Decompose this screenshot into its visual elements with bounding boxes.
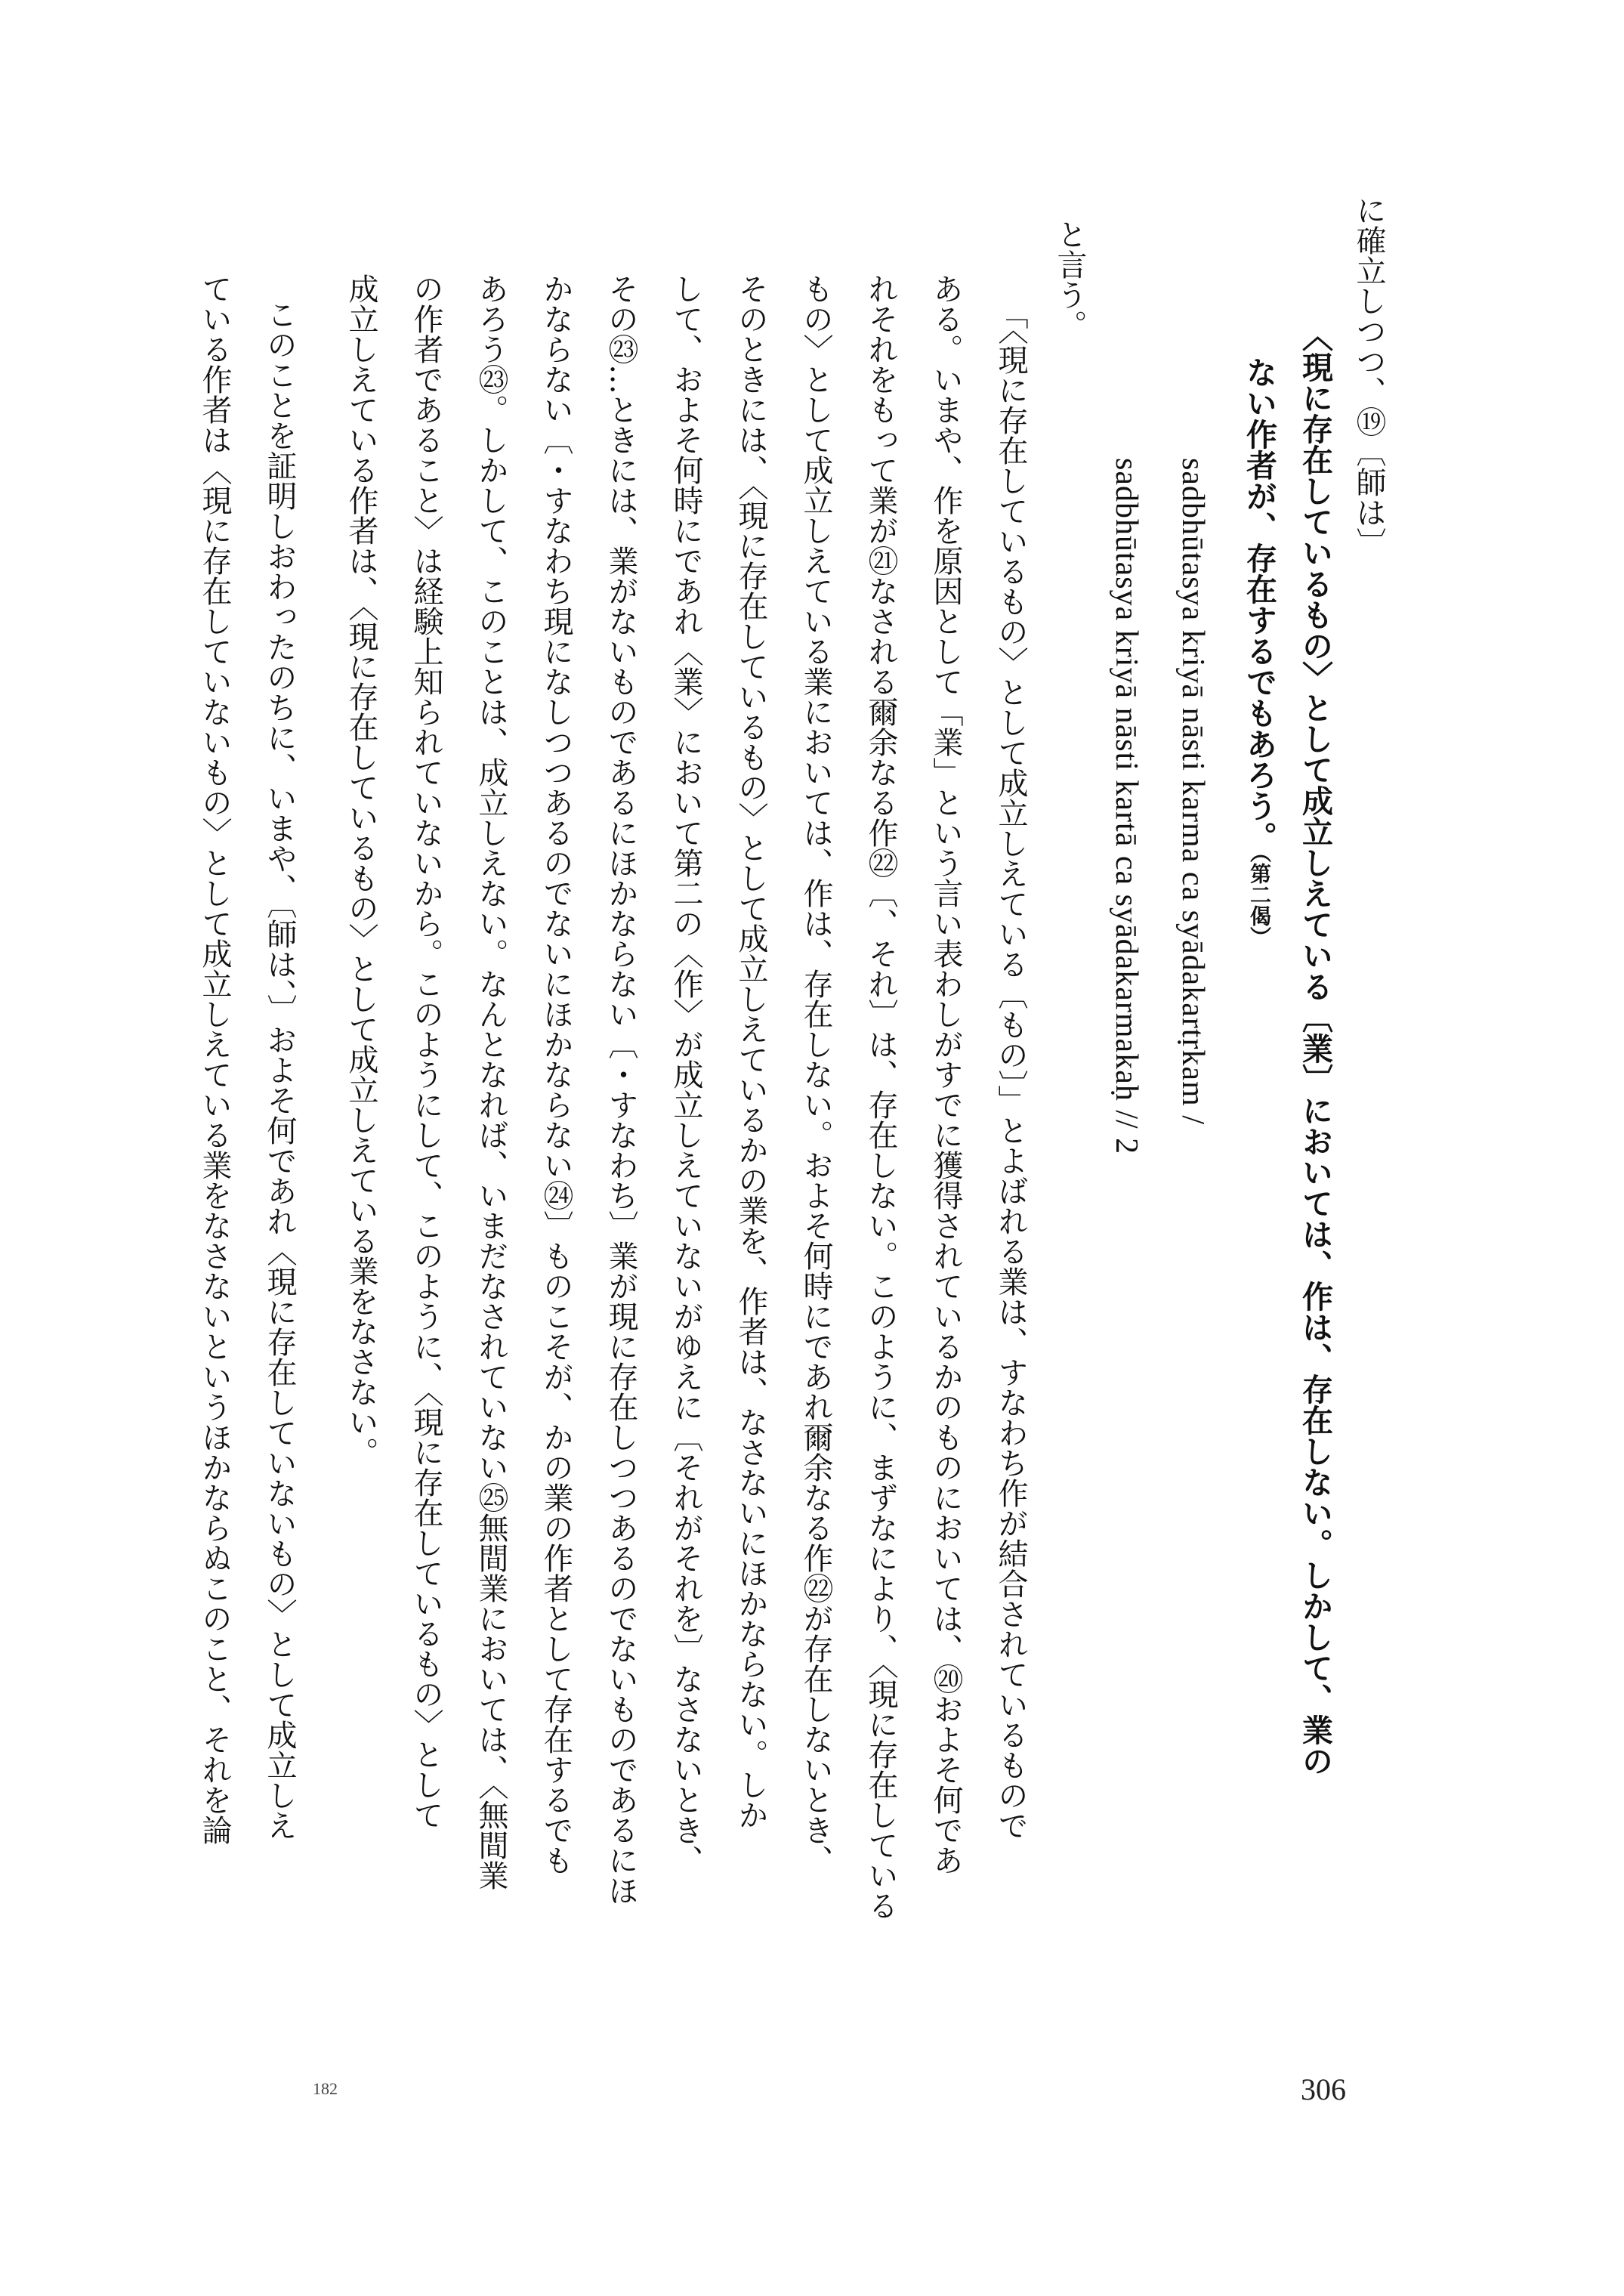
sanskrit-verse-line-2: sadbhūtasya kriyā nāsti kartā ca syādakarmakaḥ // 2	[1109, 458, 1144, 1155]
text-column-16: の作者であること〉は経験上知られていないから。このようにして、このように、〈現に存在しているもの〉として	[409, 273, 443, 1830]
text-column-19: ている作者は〈現に存在していないもの〉として成立しえている業をなさないというほかならぬこのこと、それを論	[197, 273, 232, 1845]
text-column-13: その㉓…ときには、業がないものであるにほかならない〔・すなわち〕業が現に存在しつつあるのでないものであるにほ	[604, 273, 638, 1905]
text-column-11: そのときには、〈現に存在しているもの〉として成立しえているかの業を、作者は、なさないにほかならない。しか	[733, 273, 768, 1830]
text-column-6: と言う。	[1052, 219, 1087, 340]
page-number: 306	[1301, 2072, 1346, 2106]
text-column-8: ある。いまや、作を原因として「業」という言い表わしがすでに獲得されているかのものにおいては、⑳およそ何であ	[928, 273, 963, 1875]
text-column-12: して、およそ何時にであれ〈業〉において第二の〈作〉が成立しえていないがゆえに〔それがそれを〕なさないとき、	[668, 273, 703, 1875]
verse-line-translation-1: 〈現に存在しているもの〉として成立しえている〔業〕においては、作は、存在しない。しかして、業の	[1297, 320, 1333, 1776]
text-column-15: あろう㉓。しかして、このことは、成立しえない。なんとなれば、いまだなされていない㉕無間業においては、〈無間業	[474, 273, 508, 1890]
text-column-17: 成立しえている作者は、〈現に存在しているもの〉として成立しえている業をなさない。	[344, 273, 378, 1467]
text-column-14: かならない〔・すなわち現になしつつあるのでないにほかならない㉔〕ものこそが、かの業の作者として存在するでも	[539, 273, 573, 1875]
verse-translation-text: ない作者が、存在するでもあろう。	[1241, 357, 1277, 852]
text-column-7: 「〈現に存在しているもの〉として成立しえている〔もの〕」とよばれる業は、すなわち作が結合されているもので	[993, 299, 1028, 1840]
verse-number-note: （第二偈）	[1247, 852, 1272, 947]
text-column-18: このことを証明しおわったのちに、いまや、〔師は、〕およそ何であれ〈現に存在していないもの〉として成立しえ	[262, 299, 297, 1840]
original-page-number: 182	[313, 2079, 338, 2098]
sanskrit-verse-line-1: sadbhūtasya kriyā nāsti karma ca syādakartṛkam /	[1175, 458, 1210, 1126]
verse-line-translation-2	[1241, 357, 1277, 1052]
text-column-10: もの〉として成立しえている業においては、作は、存在しない。およそ何時にであれ爾余なる作㉒が存在しないとき、	[798, 273, 833, 1875]
text-column-1: に確立しつつ、⑲〔師は〕	[1351, 195, 1386, 558]
text-column-9: れそれをもって業が㉑なされる爾余なる作㉒〔、それ〕は、存在しない。このように、まずなにより、〈現に存在している	[863, 273, 898, 1921]
